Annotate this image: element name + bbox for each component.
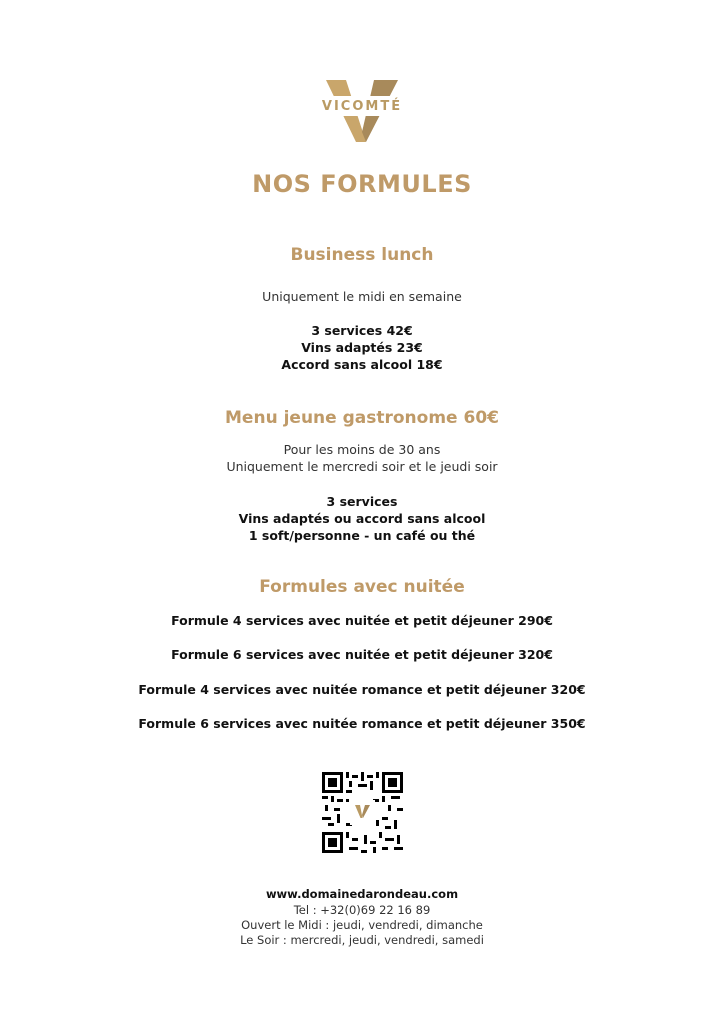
- qr-code[interactable]: [322, 772, 403, 853]
- jeune-item: Vins adaptés ou accord sans alcool: [238, 511, 486, 526]
- opening-soir: Le Soir : mercredi, jeudi, vendredi, samedi: [240, 933, 484, 947]
- nuitee-item: Formule 4 services avec nuitée romance et petit déjeuner 320€: [138, 682, 586, 697]
- jeune-item: 1 soft/personne - un café ou thé: [248, 528, 476, 543]
- page-title: NOS FORMULES: [252, 170, 472, 198]
- business-item: 3 services 42€: [311, 323, 413, 338]
- business-item: Vins adaptés 23€: [301, 340, 423, 355]
- nuitee-item: Formule 6 services avec nuitée et petit déjeuner 320€: [171, 647, 553, 662]
- phone-number: Tel : +32(0)69 22 16 89: [293, 903, 431, 917]
- logo-text: VICOMTÉ: [321, 99, 403, 114]
- jeune-item: 3 services: [326, 494, 398, 509]
- vicomte-logo: [312, 78, 412, 146]
- jeune-note: Pour les moins de 30 ans: [283, 442, 441, 457]
- nuitee-item: Formule 6 services avec nuitée romance et petit déjeuner 350€: [138, 716, 586, 731]
- business-heading: Business lunch: [290, 245, 434, 265]
- business-item: Accord sans alcool 18€: [281, 357, 443, 372]
- jeune-heading: Menu jeune gastronome 60€: [225, 408, 499, 428]
- website-link[interactable]: www.domainedarondeau.com: [265, 887, 459, 901]
- nuitee-item: Formule 4 services avec nuitée et petit déjeuner 290€: [171, 613, 553, 628]
- jeune-note: Uniquement le mercredi soir et le jeudi soir: [226, 459, 498, 474]
- nuitee-heading: Formules avec nuitée: [259, 577, 465, 597]
- business-note: Uniquement le midi en semaine: [262, 289, 462, 304]
- opening-midi: Ouvert le Midi : jeudi, vendredi, dimanche: [241, 918, 483, 932]
